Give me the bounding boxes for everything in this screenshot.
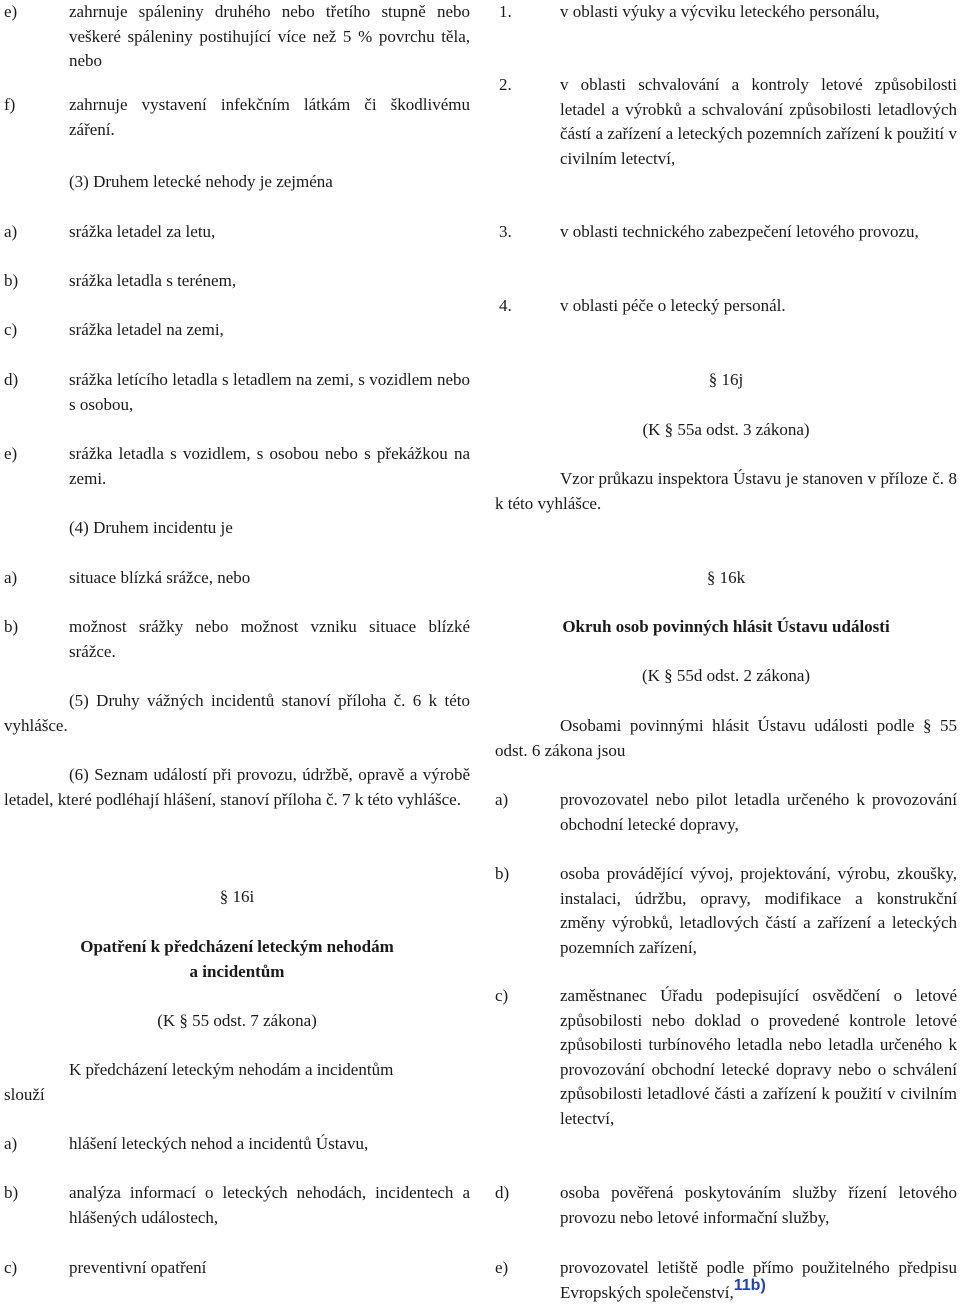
list-marker: a) [4,222,18,241]
list-item-text: analýza informací o leteckých nehodách, incidentech a hlášených událostech, [69,1183,470,1227]
list-item [4,442,470,491]
list-item-text: srážka letadel za letu, [69,222,216,241]
section-heading-16k: Okruh osob povinných hlásit Ústavu události [562,617,890,636]
list-marker: b) [495,864,510,883]
numbered-item-text: v oblasti technického zabezpečení letového provozu, [560,222,919,241]
list-item [495,1256,957,1306]
list-item [4,0,470,74]
list-item-text: zahrnuje spáleniny druhého nebo třetího stupně nebo veškeré spáleniny postihující více než 5 % povrchu těla, nebo [69,2,470,70]
list-item [4,220,470,245]
intro-16k: Osobami povinnými hlásit Ústavu události podle § 55 odst. 6 zákona jsou [495,716,957,760]
list-marker: e) [4,444,18,463]
footnote-reference[interactable]: 11b) [733,1276,766,1294]
list-marker: b) [4,271,19,290]
numbered-item-text: v oblasti péče o letecký personál. [560,296,786,315]
intro-line: slouží [4,1084,45,1104]
list-marker: b) [4,1183,19,1202]
list-item [495,788,957,837]
section-reference-16i: (K § 55 odst. 7 zákona) [157,1011,317,1030]
list-item-text: osoba pověřená poskytováním služby řízení letového provozu nebo letové informační služby, [560,1183,957,1227]
intro-16i [4,1058,470,1107]
numbered-item [495,294,957,319]
list-item-text: preventivní opatření [69,1258,207,1277]
list-item [495,862,957,960]
list-marker: d) [495,1183,510,1202]
paragraph-5: (5) Druhy vážných incidentů stanoví příloha č. 6 k této vyhlášce. [4,691,470,735]
intro-line: K předcházení leteckým nehodám a incidentům [69,1060,394,1079]
number-marker: 4. [499,296,512,315]
numbered-item-text: v oblasti výuky a výcviku leteckého personálu, [560,2,880,21]
list-item [4,1181,470,1230]
section-number-16j: § 16j [708,370,744,389]
list-marker: a) [495,790,509,809]
list-item-text: zahrnuje vystavení infekčním látkám či škodlivému záření. [69,95,470,139]
list-marker: c) [4,320,18,339]
list-item-text: situace blízká srážce, nebo [69,568,251,587]
paragraph-3: (3) Druhem letecké nehody je zejména [69,172,333,191]
list-marker: c) [4,1258,18,1277]
list-marker: f) [4,95,16,114]
list-item [4,566,470,591]
numbered-item-text: v oblasti schvalování a kontroly letové způsobilosti letadel a výrobků a schvalování způsobilosti letadlových částí a zařízení a leteckých pozemních zařízení k použití v civilním letectví, [560,75,957,168]
list-marker: a) [4,568,18,587]
list-item-text: srážka letícího letadla s letadlem na zemi, s vozidlem nebo s osobou, [69,370,470,414]
section-number-16i: § 16i [219,887,255,906]
numbered-item [495,0,957,25]
number-marker: 2. [499,75,512,94]
number-marker: 1. [499,2,512,21]
list-item [4,93,470,142]
list-marker: d) [4,370,19,389]
list-marker: e) [495,1258,509,1277]
paragraph-4: (4) Druhem incidentu je [69,518,233,537]
numbered-item [495,73,957,171]
list-marker: e) [4,2,18,21]
section-reference-16j: (K § 55a odst. 3 zákona) [642,420,810,439]
list-item-text: provozovatel letiště podle přímo použitelného předpisu Evropských společenství, [560,1258,957,1302]
list-item [4,1256,470,1281]
section-reference-16k: (K § 55d odst. 2 zákona) [641,666,811,685]
section-heading-16i [4,935,470,984]
section-heading-line: Opatření k předcházení leteckým nehodám [80,937,394,956]
list-item-text: provozovatel nebo pilot letadla určeného k provozování obchodní letecké dopravy, [560,790,957,834]
paragraph-6: (6) Seznam událostí při provozu, údržbě, opravě a výrobě letadel, které podléhají hlášení, stanoví příloha č. 7 k této vyhlášce. [4,765,470,809]
section-heading-line: a incidentům [189,961,285,981]
list-item-text: hlášení leteckých nehod a incidentů Ústavu, [69,1134,369,1153]
list-item [495,984,957,1131]
list-item [4,368,470,417]
list-item [495,1181,957,1230]
numbered-item [495,220,957,245]
list-marker: b) [4,617,19,636]
paragraph-16j: Vzor průkazu inspektora Ústavu je stanoven v příloze č. 8 k této vyhlášce. [495,469,957,513]
list-item [4,318,470,343]
list-item [4,615,470,664]
list-item-text: osoba provádějící vývoj, projektování, výrobu, zkoušky, instalaci, údržbu, opravy, modifikace a konstrukční změny výrobků, letadlových částí a zařízení a leteckých pozemních zařízení, [560,864,957,957]
list-item-text: srážka letadla s vozidlem, s osobou nebo s překážkou na zemi. [69,444,470,488]
list-item-text: srážka letadel na zemi, [69,320,224,339]
section-number-16k: § 16k [706,568,746,587]
number-marker: 3. [499,222,512,241]
list-marker: c) [495,986,509,1005]
list-item [4,1132,470,1157]
list-item-text: zaměstnanec Úřadu podepisující osvědčení o letové způsobilosti nebo doklad o provedené kontrole letové způsobilosti turbínového letadla nebo letadla určeného k provozování obchodní letecké dopravy nebo o schválení způsobilosti letadlové části a zařízení k použití v civilním letectví, [560,986,957,1128]
list-item [4,269,470,294]
list-item-text: možnost srážky nebo možnost vzniku situace blízké srážce. [69,617,470,661]
list-marker: a) [4,1134,18,1153]
list-item-text: srážka letadla s terénem, [69,271,237,290]
